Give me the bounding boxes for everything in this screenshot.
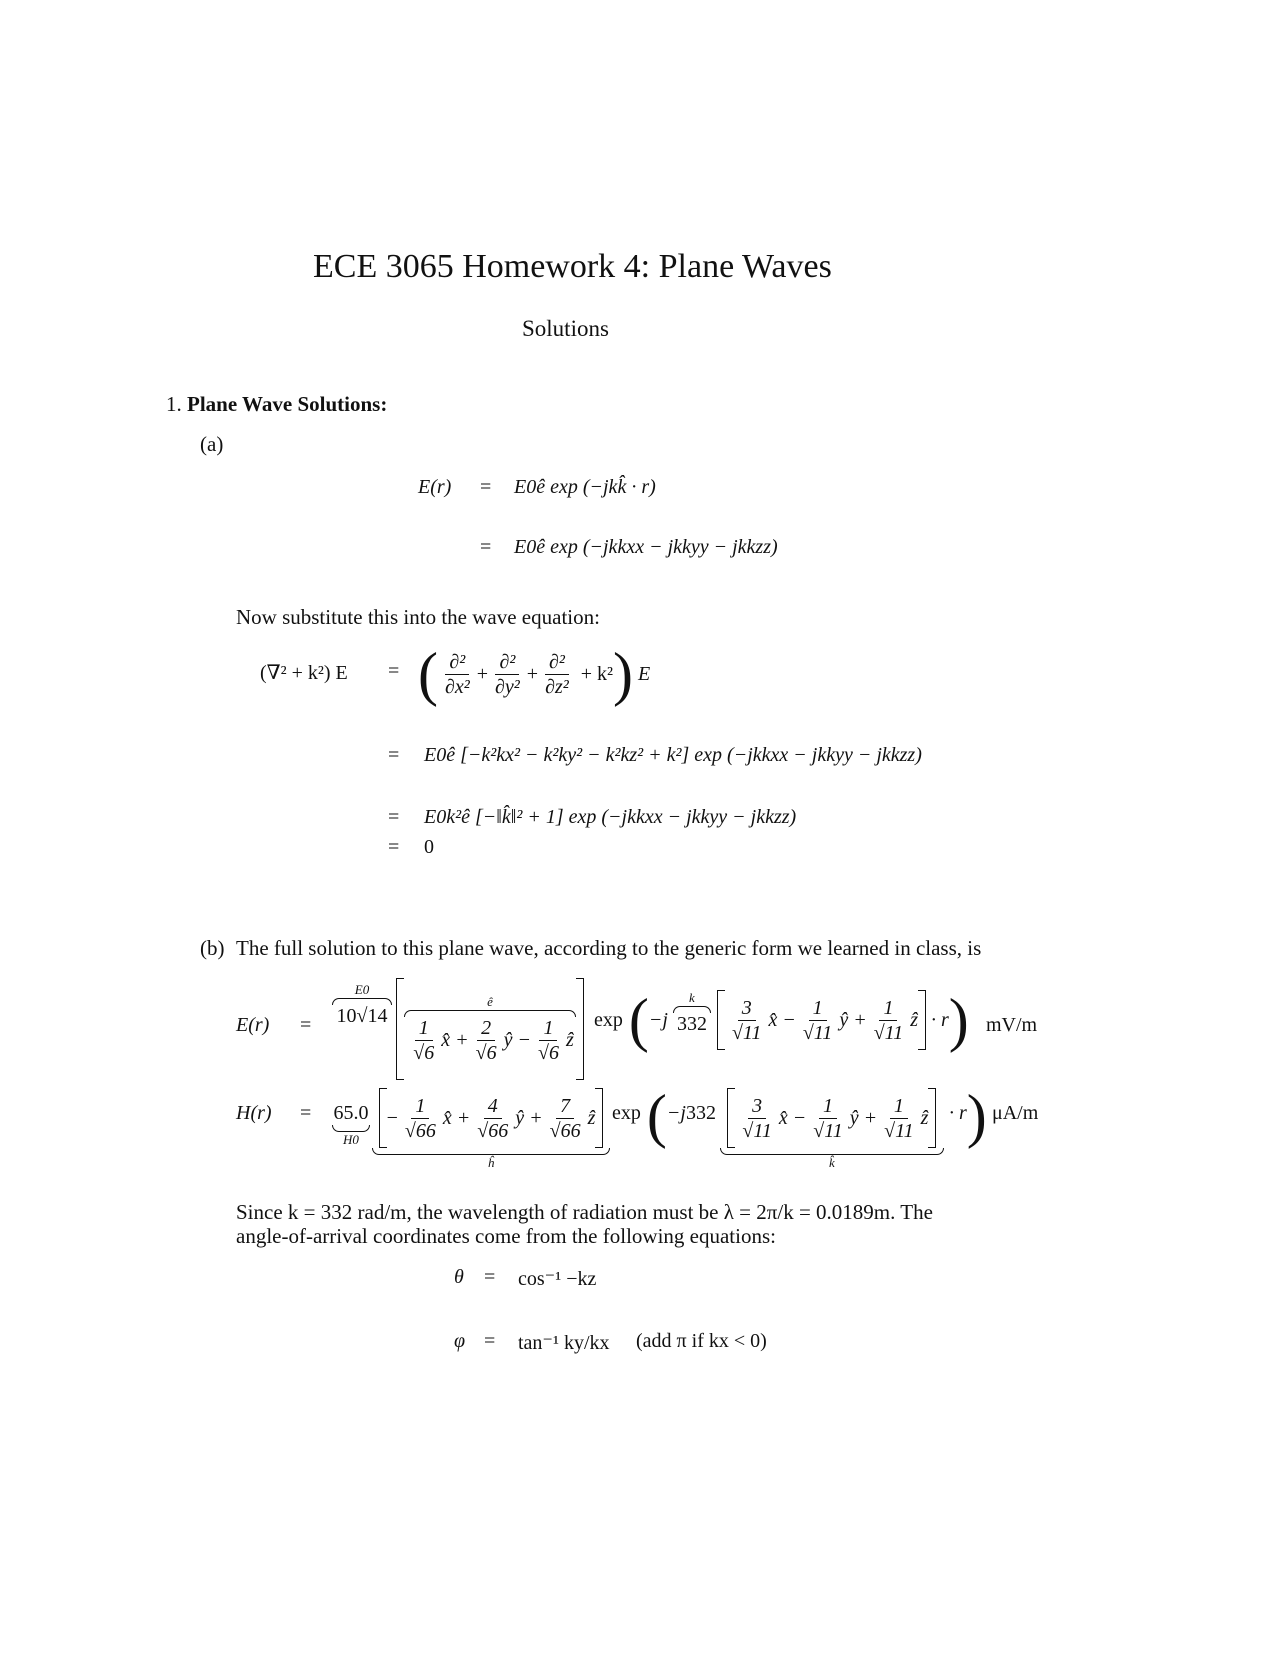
- wave-eq-step-3: E0k²ê [−‖k̂‖² + 1] exp (−jkkxx − jkkyy − jkkzz): [424, 806, 797, 828]
- e-hat-label: ê: [487, 994, 493, 1009]
- h-z-num: 7: [556, 1095, 574, 1119]
- h-amp-brace: [332, 1125, 370, 1132]
- ek-z-den: √11: [873, 1021, 904, 1044]
- h-k-value: 332: [685, 1102, 716, 1124]
- phi-note: (add π if kx < 0): [636, 1330, 767, 1352]
- eq-a2-equals: =: [480, 536, 492, 558]
- h-hat-label: ĥ: [487, 1155, 495, 1170]
- phi-lhs: φ: [454, 1330, 466, 1352]
- e-x-den: √6: [413, 1042, 435, 1064]
- h-polarization-vector: − $\frac{1}{√66}$ x̂ + $\frac{4}{√66}$ ŷ + $\frac{7}{√66}$ ẑ ĥ: [372, 1088, 610, 1171]
- wave-eq-step-1: ( $\frac{\text{∂²}}{\text{∂x²}}$ + $\frac{\text{∂²}}{\text{∂y²}}$ + $\frac{\text{∂²}}{\text{∂z²}}$ + k² ) E: [418, 641, 651, 707]
- h-z-den: √66: [549, 1119, 581, 1142]
- e-z-num: 1: [539, 1017, 557, 1041]
- e-unit: mV/m: [986, 1014, 1038, 1036]
- wave-eq-lhs: (∇² + k²) E: [260, 662, 348, 684]
- e-phase-term: exp ( −j k 332 $\frac{3}{√11}$ x̂ − $\frac{1}{√11}$ ŷ + $\frac{1}{√11}$ ẑ · r ): [594, 987, 969, 1053]
- h-amp-label: H0: [343, 1132, 359, 1147]
- problem-heading: [166, 392, 387, 417]
- part-b-intro: The full solution to this plane wave, according to the generic form we learned in class, is: [236, 936, 982, 960]
- part-a-label: (a): [200, 432, 224, 456]
- ek-y-den: √11: [802, 1021, 833, 1044]
- eq-a1-lhs: E(r): [418, 476, 452, 498]
- wave-eq-step-4: 0: [424, 836, 434, 858]
- h-phase-term: exp ( −j332 $\frac{3}{√11}$ x̂ − $\frac{1}{√11}$ ŷ + $\frac{1}{√11}$ ẑ k̂ · r ): [612, 1083, 987, 1170]
- h-field-lhs: H(r): [236, 1102, 272, 1124]
- ek-z-num: 1: [879, 997, 897, 1021]
- h-y-den: √66: [477, 1119, 509, 1142]
- wavelength-text-line2: angle-of-arrival coordinates come from the following equations:: [236, 1224, 776, 1248]
- eq-a1-equals: =: [480, 476, 492, 498]
- page-subtitle: Solutions: [522, 316, 609, 341]
- h-y-num: 4: [484, 1095, 502, 1119]
- e-z-den: √6: [537, 1042, 559, 1064]
- e-amp-label: E0: [354, 982, 370, 997]
- e-field-equals: =: [300, 1014, 312, 1036]
- e-amp-value: 10√14: [336, 1005, 388, 1027]
- hk-x-num: 3: [748, 1095, 766, 1119]
- khat-label: k̂: [829, 1155, 835, 1170]
- hk-y-num: 1: [819, 1095, 837, 1119]
- eq-a1-rhs: E0ê exp (−jkk̂ · r): [514, 476, 656, 498]
- wavelength-text-line1: Since k = 332 rad/m, the wavelength of radiation must be λ = 2π/k = 0.0189m. The: [236, 1200, 933, 1224]
- h-amp-value: 65.0: [333, 1102, 369, 1124]
- e-k-label: k: [689, 990, 695, 1005]
- wave-eq-equals-3: =: [388, 806, 400, 828]
- e-k-value: 332: [676, 1013, 707, 1035]
- page-title: ECE 3065 Homework 4: Plane Waves: [313, 248, 832, 285]
- e-y-num: 2: [477, 1017, 495, 1041]
- phi-rhs: tan⁻¹ ky/kx: [518, 1332, 610, 1354]
- problem-number: 1.: [166, 392, 182, 416]
- e-amp-brace: [332, 998, 392, 1005]
- theta-rhs: cos⁻¹ −kz: [518, 1268, 597, 1290]
- e-polarization-vector: ê $\frac{1}{√6}$ x̂ + $\frac{2}{√6}$ ŷ − $\frac{1}{√6}$ ẑ: [396, 978, 584, 1080]
- wave-eq-equals-2: =: [388, 744, 400, 766]
- ek-x-num: 3: [738, 997, 756, 1021]
- wave-eq-step-2: E0ê [−k²kx² − k²ky² − k²kz² + k²] exp (−jkkxx − jkkyy − jkkzz): [424, 744, 922, 766]
- h-amp-group: [332, 1102, 370, 1148]
- part-a-intro: Now substitute this into the wave equation:: [236, 605, 600, 629]
- phi-equals: =: [484, 1330, 496, 1352]
- hk-z-num: 1: [890, 1095, 908, 1119]
- part-b-label: (b): [200, 936, 225, 960]
- hk-z-den: √11: [884, 1119, 914, 1142]
- wave-eq-equals-4: =: [388, 836, 400, 858]
- hk-x-den: √11: [742, 1119, 772, 1142]
- h-x-den: √66: [404, 1119, 436, 1142]
- e-y-den: √6: [475, 1042, 497, 1064]
- ek-x-den: √11: [731, 1021, 762, 1044]
- eq-a2-rhs: E0ê exp (−jkkxx − jkkyy − jkkzz): [514, 536, 778, 558]
- h-unit: μA/m: [992, 1102, 1039, 1124]
- h-field-equals: =: [300, 1102, 312, 1124]
- e-amp-group: [332, 982, 392, 1028]
- problem-title: Plane Wave Solutions:: [187, 392, 388, 416]
- theta-lhs: θ: [454, 1266, 464, 1288]
- e-x-num: 1: [415, 1017, 433, 1041]
- ek-y-num: 1: [809, 997, 827, 1021]
- h-x-num: 1: [411, 1095, 429, 1119]
- theta-equals: =: [484, 1266, 496, 1288]
- wave-eq-equals-1: =: [388, 660, 400, 682]
- e-field-lhs: E(r): [236, 1014, 270, 1036]
- hk-y-den: √11: [813, 1119, 843, 1142]
